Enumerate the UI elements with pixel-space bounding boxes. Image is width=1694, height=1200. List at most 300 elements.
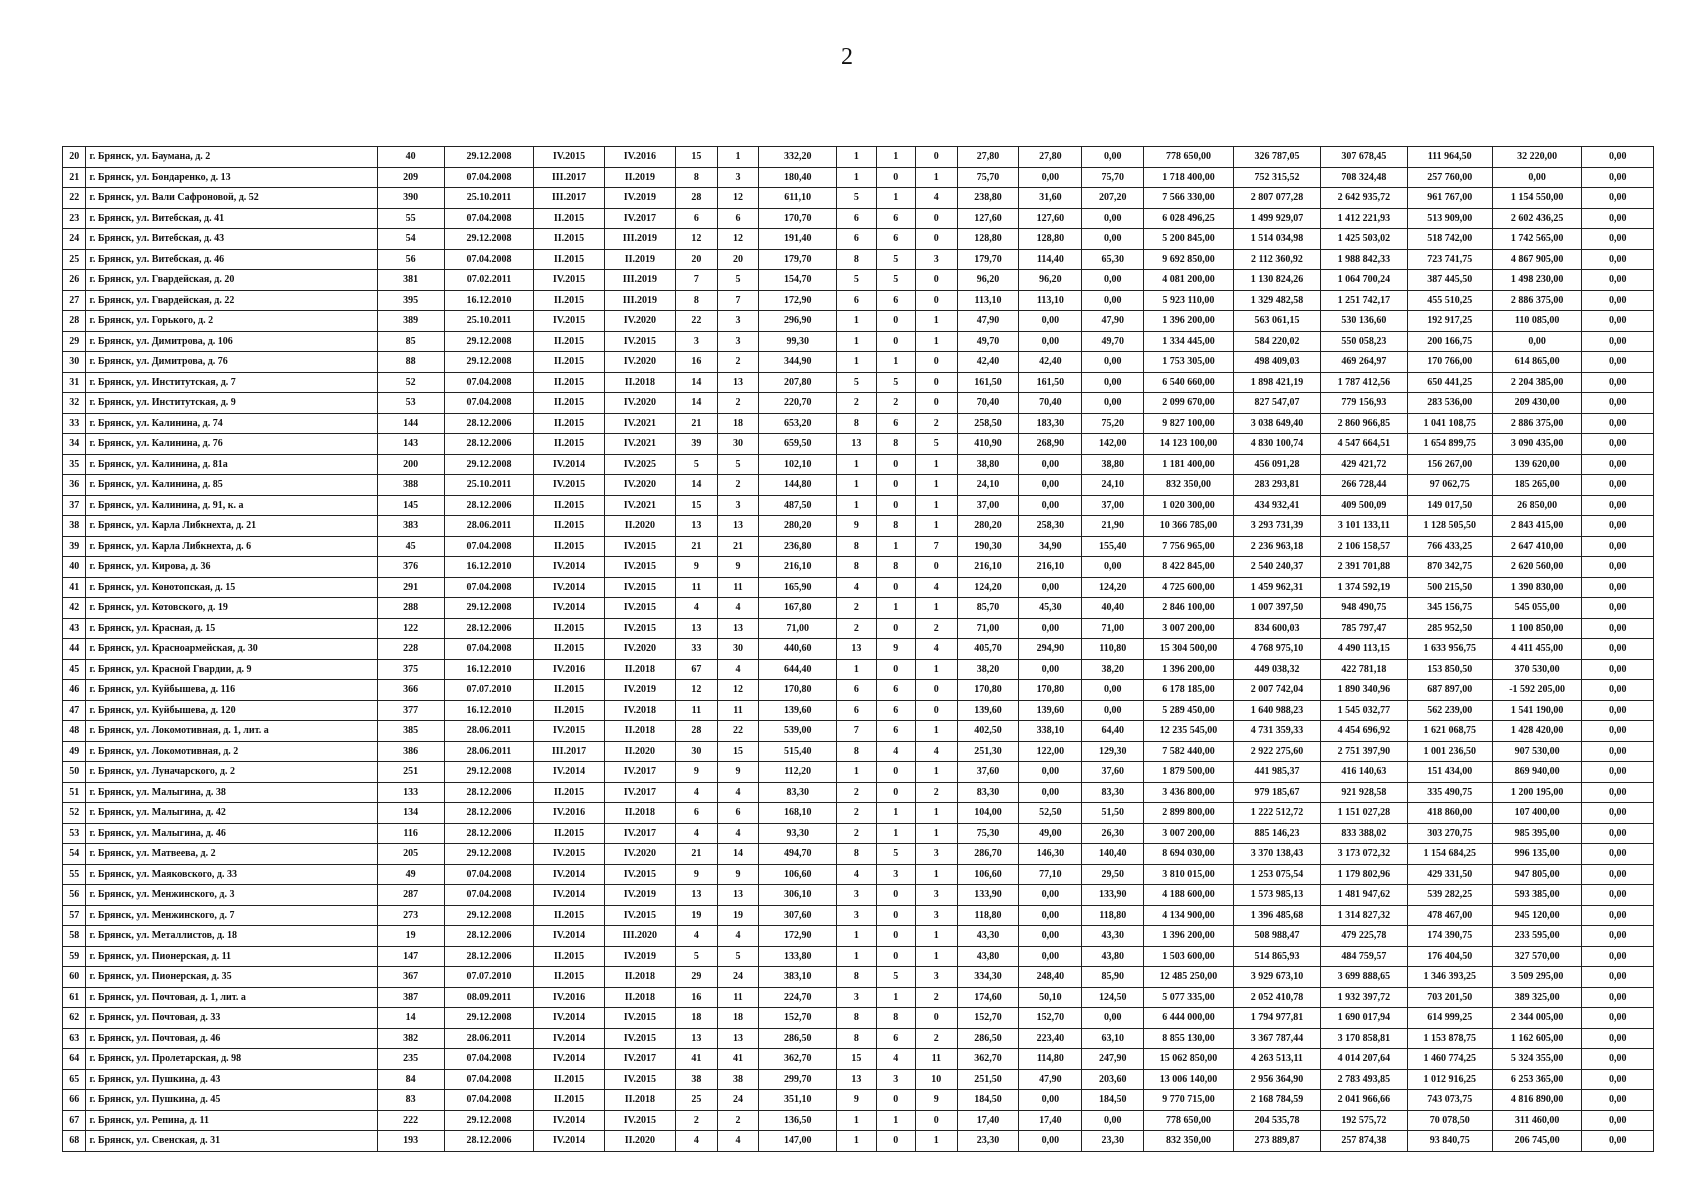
table-cell: II.2018	[604, 1090, 675, 1111]
table-cell: 96,20	[1019, 270, 1082, 291]
row-number-cell: 51	[63, 782, 86, 803]
table-cell: 112,20	[759, 762, 837, 783]
table-cell: 1 346 393,25	[1407, 967, 1492, 988]
table-cell: 961 767,00	[1407, 188, 1492, 209]
table-cell: 19	[717, 905, 759, 926]
table-cell: 2 647 410,00	[1492, 536, 1582, 557]
table-cell: 14	[676, 372, 718, 393]
table-cell: 144	[377, 413, 444, 434]
table-row	[63, 926, 1654, 947]
table-cell: 1	[916, 495, 958, 516]
table-cell: 2 886 375,00	[1492, 290, 1582, 311]
table-cell: 3	[916, 967, 958, 988]
table-cell: 1 041 108,75	[1407, 413, 1492, 434]
table-cell: 0,00	[1582, 700, 1654, 721]
table-cell: 6	[876, 413, 915, 434]
table-cell: 179,70	[759, 249, 837, 270]
table-cell: 0,00	[1582, 1131, 1654, 1152]
table-cell: 122,00	[1019, 741, 1082, 762]
table-cell: 0,00	[1582, 188, 1654, 209]
table-cell: 07.04.2008	[444, 885, 534, 906]
table-cell: 539,00	[759, 721, 837, 742]
address-cell: г. Брянск, ул. Котовского, д. 19	[86, 598, 377, 619]
table-cell: 0	[916, 208, 958, 229]
table-cell: 97 062,75	[1407, 475, 1492, 496]
table-cell: II.2015	[534, 1069, 604, 1090]
table-cell: 41	[676, 1049, 718, 1070]
table-cell: 1 753 305,00	[1144, 352, 1234, 373]
table-cell: 2	[837, 618, 876, 639]
table-cell: 530 136,60	[1321, 311, 1407, 332]
table-cell: 139,60	[1019, 700, 1082, 721]
table-cell: 0,00	[1019, 946, 1082, 967]
table-cell: 703 201,50	[1407, 987, 1492, 1008]
table-cell: 2 052 410,78	[1233, 987, 1320, 1008]
table-cell: 15	[676, 495, 718, 516]
row-number-cell: 38	[63, 516, 86, 537]
table-cell: 2 112 360,92	[1233, 249, 1320, 270]
table-cell: 0,00	[1582, 905, 1654, 926]
table-cell: 6	[876, 1028, 915, 1049]
table-cell: 0,00	[1019, 762, 1082, 783]
table-cell: 395	[377, 290, 444, 311]
address-cell: г. Брянск, ул. Красная, д. 15	[86, 618, 377, 639]
row-number-cell: 29	[63, 331, 86, 352]
table-cell: 4	[676, 1131, 718, 1152]
table-row	[63, 413, 1654, 434]
table-cell: 1 154 684,25	[1407, 844, 1492, 865]
table-cell: 1	[916, 946, 958, 967]
table-cell: 16.12.2010	[444, 557, 534, 578]
table-cell: 8	[837, 536, 876, 557]
table-cell: 70,40	[1019, 393, 1082, 414]
address-cell: г. Брянск, ул. Димитрова, д. 106	[86, 331, 377, 352]
table-cell: 0	[916, 229, 958, 250]
table-cell: 38,20	[1082, 659, 1144, 680]
table-cell: 1 314 827,32	[1321, 905, 1407, 926]
table-cell: IV.2018	[604, 700, 675, 721]
table-cell: 979 185,67	[1233, 782, 1320, 803]
table-cell: 2	[676, 1110, 718, 1131]
table-cell: 176 404,50	[1407, 946, 1492, 967]
table-cell: 134	[377, 803, 444, 824]
address-cell: г. Брянск, ул. Красноармейская, д. 30	[86, 639, 377, 660]
table-cell: 16	[676, 352, 718, 373]
table-cell: 1	[916, 1131, 958, 1152]
table-cell: 28.12.2006	[444, 803, 534, 824]
table-cell: 514 865,93	[1233, 946, 1320, 967]
table-cell: 778 650,00	[1144, 1110, 1234, 1131]
table-cell: II.2018	[604, 803, 675, 824]
table-cell: 500 215,50	[1407, 577, 1492, 598]
table-cell: 1 573 985,13	[1233, 885, 1320, 906]
table-row	[63, 905, 1654, 926]
table-cell: 366	[377, 680, 444, 701]
table-cell: 204 535,78	[1233, 1110, 1320, 1131]
table-cell: 21	[676, 844, 718, 865]
address-cell: г. Брянск, ул. Гвардейская, д. 20	[86, 270, 377, 291]
table-cell: 9	[676, 864, 718, 885]
table-cell: 3	[916, 844, 958, 865]
table-cell: III.2020	[604, 926, 675, 947]
table-cell: 224,70	[759, 987, 837, 1008]
table-cell: 222	[377, 1110, 444, 1131]
table-cell: 8 855 130,00	[1144, 1028, 1234, 1049]
table-cell: 286,50	[957, 1028, 1019, 1049]
table-cell: 2	[837, 823, 876, 844]
address-cell: г. Брянск, ул. Менжинского, д. 7	[86, 905, 377, 926]
table-cell: 21	[717, 536, 759, 557]
table-cell: IV.2014	[534, 885, 604, 906]
table-cell: 286,50	[759, 1028, 837, 1049]
table-row	[63, 967, 1654, 988]
table-cell: 85	[377, 331, 444, 352]
table-cell: 1 459 962,31	[1233, 577, 1320, 598]
table-cell: 8	[837, 741, 876, 762]
table-cell: 133	[377, 782, 444, 803]
table-cell: 28.06.2011	[444, 516, 534, 537]
table-cell: 6	[676, 803, 718, 824]
table-cell: 111 964,50	[1407, 147, 1492, 168]
table-cell: III.2019	[604, 229, 675, 250]
table-cell: 389 325,00	[1492, 987, 1582, 1008]
table-cell: 0,00	[1582, 782, 1654, 803]
table-cell: 2	[916, 782, 958, 803]
table-cell: 0	[876, 618, 915, 639]
table-cell: 5	[717, 454, 759, 475]
table-cell: 3	[717, 167, 759, 188]
table-cell: 907 530,00	[1492, 741, 1582, 762]
table-cell: 16.12.2010	[444, 700, 534, 721]
table-cell: 3 170 858,81	[1321, 1028, 1407, 1049]
table-cell: 0	[916, 700, 958, 721]
table-cell: 116	[377, 823, 444, 844]
table-cell: 113,10	[1019, 290, 1082, 311]
table-cell: 3	[916, 249, 958, 270]
table-cell: 233 595,00	[1492, 926, 1582, 947]
table-row	[63, 864, 1654, 885]
row-number-cell: 66	[63, 1090, 86, 1111]
table-cell: 1 020 300,00	[1144, 495, 1234, 516]
table-cell: 99,30	[759, 331, 837, 352]
table-cell: 455 510,25	[1407, 290, 1492, 311]
table-cell: II.2015	[534, 352, 604, 373]
table-cell: IV.2015	[604, 618, 675, 639]
row-number-cell: 55	[63, 864, 86, 885]
table-cell: 9 692 850,00	[1144, 249, 1234, 270]
table-cell: 4	[876, 741, 915, 762]
table-cell: 3 038 649,40	[1233, 413, 1320, 434]
table-cell: 418 860,00	[1407, 803, 1492, 824]
table-cell: 5	[876, 270, 915, 291]
table-row	[63, 167, 1654, 188]
table-cell: 75,70	[1082, 167, 1144, 188]
table-cell: 6	[876, 208, 915, 229]
table-cell: 1	[876, 188, 915, 209]
table-cell: 3	[876, 1069, 915, 1090]
table-cell: 779 156,93	[1321, 393, 1407, 414]
table-cell: 1	[837, 352, 876, 373]
table-cell: 3 101 133,11	[1321, 516, 1407, 537]
table-cell: 518 742,00	[1407, 229, 1492, 250]
table-cell: 280,20	[957, 516, 1019, 537]
table-cell: IV.2021	[604, 495, 675, 516]
table-cell: 29.12.2008	[444, 331, 534, 352]
table-cell: 247,90	[1082, 1049, 1144, 1070]
table-cell: 0,00	[1582, 475, 1654, 496]
table-cell: 338,10	[1019, 721, 1082, 742]
table-cell: 0,00	[1019, 311, 1082, 332]
table-cell: 0	[916, 372, 958, 393]
table-cell: IV.2016	[534, 659, 604, 680]
table-cell: 192 575,72	[1321, 1110, 1407, 1131]
table-cell: 6	[876, 229, 915, 250]
table-cell: 0,00	[1019, 926, 1082, 947]
table-cell: 18	[717, 1008, 759, 1029]
table-row	[63, 249, 1654, 270]
table-cell: 17,40	[1019, 1110, 1082, 1131]
table-cell: 3 509 295,00	[1492, 967, 1582, 988]
table-cell: 12	[676, 680, 718, 701]
table-cell: IV.2015	[534, 721, 604, 742]
table-cell: 152,70	[1019, 1008, 1082, 1029]
row-number-cell: 59	[63, 946, 86, 967]
table-cell: 11	[717, 987, 759, 1008]
table-cell: 11	[717, 700, 759, 721]
table-cell: II.2015	[534, 946, 604, 967]
table-cell: 54	[377, 229, 444, 250]
address-cell: г. Брянск, ул. Горького, д. 2	[86, 311, 377, 332]
table-cell: 170,80	[957, 680, 1019, 701]
table-cell: 4	[676, 823, 718, 844]
table-cell: 65,30	[1082, 249, 1144, 270]
table-cell: 1 128 505,50	[1407, 516, 1492, 537]
table-cell: 143	[377, 434, 444, 455]
row-number-cell: 22	[63, 188, 86, 209]
table-cell: 0,00	[1582, 577, 1654, 598]
table-cell: 9 827 100,00	[1144, 413, 1234, 434]
table-cell: 257 874,38	[1321, 1131, 1407, 1152]
table-cell: 311 460,00	[1492, 1110, 1582, 1131]
table-cell: 14	[676, 393, 718, 414]
address-cell: г. Брянск, ул. Калинина, д. 81а	[86, 454, 377, 475]
table-cell: 113,10	[957, 290, 1019, 311]
table-cell: 235	[377, 1049, 444, 1070]
table-cell: 24,10	[957, 475, 1019, 496]
table-cell: 1 251 742,17	[1321, 290, 1407, 311]
row-number-cell: 35	[63, 454, 86, 475]
table-cell: 6 178 185,00	[1144, 680, 1234, 701]
table-cell: 307 678,45	[1321, 147, 1407, 168]
table-cell: II.2015	[534, 372, 604, 393]
table-cell: II.2015	[534, 618, 604, 639]
table-cell: 6	[837, 229, 876, 250]
address-cell: г. Брянск, ул. Маяковского, д. 33	[86, 864, 377, 885]
table-cell: 334,30	[957, 967, 1019, 988]
table-cell: 0,00	[1582, 967, 1654, 988]
table-cell: 28	[676, 721, 718, 742]
table-cell: 16.12.2010	[444, 290, 534, 311]
table-cell: 0,00	[1082, 352, 1144, 373]
table-cell: II.2018	[604, 659, 675, 680]
table-cell: 614 865,00	[1492, 352, 1582, 373]
table-row	[63, 557, 1654, 578]
table-row	[63, 454, 1654, 475]
table-cell: IV.2014	[534, 1110, 604, 1131]
table-cell: 8	[837, 967, 876, 988]
table-cell: 0,00	[1082, 1008, 1144, 1029]
table-cell: 1 498 230,00	[1492, 270, 1582, 291]
table-cell: 0,00	[1582, 434, 1654, 455]
table-cell: 4	[717, 659, 759, 680]
table-cell: 1	[876, 147, 915, 168]
table-cell: 107 400,00	[1492, 803, 1582, 824]
table-cell: 5	[717, 270, 759, 291]
table-cell: 29,50	[1082, 864, 1144, 885]
row-number-cell: 20	[63, 147, 86, 168]
table-cell: 1	[916, 167, 958, 188]
table-cell: II.2015	[534, 249, 604, 270]
row-number-cell: 62	[63, 1008, 86, 1029]
table-cell: 14	[717, 844, 759, 865]
table-cell: 1	[837, 926, 876, 947]
table-cell: 410,90	[957, 434, 1019, 455]
table-cell: 25.10.2011	[444, 188, 534, 209]
table-cell: 184,50	[957, 1090, 1019, 1111]
table-row	[63, 229, 1654, 250]
table-cell: 183,30	[1019, 413, 1082, 434]
table-cell: 1 898 421,19	[1233, 372, 1320, 393]
address-cell: г. Брянск, ул. Пушкина, д. 43	[86, 1069, 377, 1090]
table-cell: 8 422 845,00	[1144, 557, 1234, 578]
table-cell: 3	[676, 331, 718, 352]
table-cell: IV.2015	[534, 844, 604, 865]
table-cell: 172,90	[759, 290, 837, 311]
table-cell: 64,40	[1082, 721, 1144, 742]
address-cell: г. Брянск, ул. Матвеева, д. 2	[86, 844, 377, 865]
table-cell: 996 135,00	[1492, 844, 1582, 865]
table-cell: 193	[377, 1131, 444, 1152]
table-cell: IV.2020	[604, 352, 675, 373]
table-cell: 785 797,47	[1321, 618, 1407, 639]
table-cell: 469 264,97	[1321, 352, 1407, 373]
table-cell: 10 366 785,00	[1144, 516, 1234, 537]
table-cell: 11	[916, 1049, 958, 1070]
table-row	[63, 270, 1654, 291]
row-number-cell: 28	[63, 311, 86, 332]
table-cell: II.2019	[604, 167, 675, 188]
table-cell: 832 350,00	[1144, 1131, 1234, 1152]
table-cell: 42,40	[1019, 352, 1082, 373]
table-cell: 14	[377, 1008, 444, 1029]
table-cell: 236,80	[759, 536, 837, 557]
table-cell: 49	[377, 864, 444, 885]
row-number-cell: 23	[63, 208, 86, 229]
table-cell: 104,00	[957, 803, 1019, 824]
table-cell: 367	[377, 967, 444, 988]
table-cell: 13	[717, 372, 759, 393]
row-number-cell: 54	[63, 844, 86, 865]
row-number-cell: 25	[63, 249, 86, 270]
table-cell: 0,00	[1019, 905, 1082, 926]
table-cell: 08.09.2011	[444, 987, 534, 1008]
table-cell: 6	[676, 208, 718, 229]
table-cell: 13	[676, 1028, 718, 1049]
table-cell: 0	[876, 1090, 915, 1111]
table-cell: 0,00	[1019, 1131, 1082, 1152]
table-row	[63, 618, 1654, 639]
table-cell: 3 699 888,65	[1321, 967, 1407, 988]
table-cell: 296,90	[759, 311, 837, 332]
table-cell: IV.2015	[534, 270, 604, 291]
table-cell: II.2015	[534, 413, 604, 434]
table-cell: 1 396 200,00	[1144, 311, 1234, 332]
table-cell: 180,40	[759, 167, 837, 188]
table-cell: 206 745,00	[1492, 1131, 1582, 1152]
table-cell: 3 367 787,44	[1233, 1028, 1320, 1049]
table-cell: 190,30	[957, 536, 1019, 557]
table-cell: 0	[916, 352, 958, 373]
row-number-cell: 27	[63, 290, 86, 311]
table-cell: 75,70	[957, 167, 1019, 188]
table-cell: 4	[717, 823, 759, 844]
table-cell: 0,00	[1082, 700, 1144, 721]
address-cell: г. Брянск, ул. Вали Сафроновой, д. 52	[86, 188, 377, 209]
table-cell: 45,30	[1019, 598, 1082, 619]
table-cell: 2 540 240,37	[1233, 557, 1320, 578]
table-cell: 7	[916, 536, 958, 557]
table-cell: 389	[377, 311, 444, 332]
table-cell: 1	[837, 659, 876, 680]
table-cell: 5	[876, 372, 915, 393]
table-cell: 4	[837, 577, 876, 598]
table-cell: 1 545 032,77	[1321, 700, 1407, 721]
address-cell: г. Брянск, ул. Почтовая, д. 1, лит. а	[86, 987, 377, 1008]
table-cell: 1 130 824,26	[1233, 270, 1320, 291]
table-cell: 743 073,75	[1407, 1090, 1492, 1111]
table-cell: 93,30	[759, 823, 837, 844]
table-cell: 1	[876, 803, 915, 824]
table-cell: 24	[717, 1090, 759, 1111]
table-cell: 156 267,00	[1407, 454, 1492, 475]
table-cell: 5	[837, 372, 876, 393]
table-cell: IV.2025	[604, 454, 675, 475]
row-number-cell: 26	[63, 270, 86, 291]
table-cell: 170,80	[759, 680, 837, 701]
table-cell: II.2019	[604, 249, 675, 270]
table-cell: 1	[916, 475, 958, 496]
table-cell: 834 600,03	[1233, 618, 1320, 639]
table-cell: 383,10	[759, 967, 837, 988]
table-cell: IV.2017	[604, 762, 675, 783]
table-cell: 947 805,00	[1492, 864, 1582, 885]
table-cell: II.2015	[534, 823, 604, 844]
table-cell: 7 756 965,00	[1144, 536, 1234, 557]
table-cell: 106,60	[759, 864, 837, 885]
table-cell: 9	[676, 557, 718, 578]
table-cell: 4	[676, 782, 718, 803]
table-cell: 8	[876, 516, 915, 537]
table-cell: IV.2015	[604, 598, 675, 619]
table-cell: 4 768 975,10	[1233, 639, 1320, 660]
table-cell: 390	[377, 188, 444, 209]
table-cell: 4	[876, 1049, 915, 1070]
table-cell: 6 028 496,25	[1144, 208, 1234, 229]
table-cell: 26 850,00	[1492, 495, 1582, 516]
table-cell: 3	[876, 864, 915, 885]
table-cell: 545 055,00	[1492, 598, 1582, 619]
table-cell: 0,00	[1582, 1090, 1654, 1111]
